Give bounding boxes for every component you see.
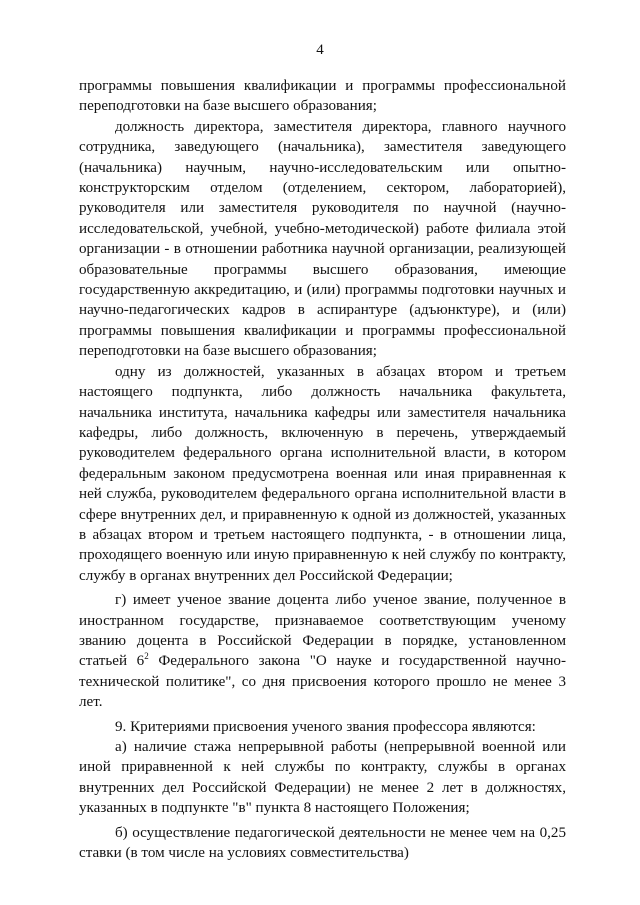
paragraph-director-positions: должность директора, заместителя директора, главного научного сотрудника, заведующего (начальника), заместителя заведующего (начальника) научным, научно-исследовательским или опытно-конструкторским отделом (отделением, сектором, лабораторией), руководителя или заместителя руководителя по научной (научно-исследовательской, учебной, учебно-методической) работе филиала этой организации - в отношении работника научной организации, реализующей образовательные программы высшего образования, имеющие государственную аккредитацию, и (или) программы подготовки научных и научно-педагогических кадров в аспирантуре (адъюнктуре), и (или) программы повышения квалификации и программы профессиональной переподготовки на базе высшего образования; bbox=[79, 118, 566, 360]
paragraph-section-9: 9. Критериями присвоения ученого звания профессора являются: bbox=[115, 718, 536, 735]
document-body bbox=[79, 76, 566, 863]
paragraph-item-a: а) наличие стажа непрерывной работы (непрерывной военной или иной приравненной к ней службы по контракту, службы в органах внутренних дел Российской Федерации) не менее 2 лет в должностях, указанных в подпункте "в" пункта 8 настоящего Положения; bbox=[79, 739, 566, 817]
item-g-text-end: Федерального закона "О науке и государственной научно-технической политике", со дня присвоения которого прошло не менее 3 лет. bbox=[79, 653, 566, 711]
paragraph-continuation: программы повышения квалификации и программы профессиональной переподготовки на базе высшего образования; bbox=[79, 78, 566, 115]
footnote-superscript: 2 bbox=[144, 651, 149, 662]
paragraph-item-g bbox=[79, 590, 566, 712]
paragraph-other-positions: одну из должностей, указанных в абзацах втором и третьем настоящего подпункта, либо должность начальника факультета, начальника института, начальника кафедры или заместителя начальника кафедры, либо должность, включенную в перечень, утверждаемый руководителем федерального органа исполнительной власти, в котором федеральным законом предусмотрена военная или иная приравненная к ней служба, руководителем федерального органа исполнительной власти в сфере внутренних дел, и приравненную к одной из должностей, указанных в абзацах втором и третьем настоящего подпункта, - в отношении лица, проходящего военную или иную приравненную к ней службу по контракту, службу в органах внутренних дел Российской Федерации; bbox=[79, 363, 566, 584]
paragraph-item-b: б) осуществление педагогической деятельности не менее чем на 0,25 ставки (в том числе на условиях совместительства) bbox=[79, 824, 566, 862]
page-number: 4 bbox=[316, 42, 324, 58]
item-g-text: г) имеет ученое звание доцента либо ученое звание, полученное в иностранном государстве, признаваемое соответствующим ученому званию доцента в Российской Федерации в порядке, установленном статьей 6 bbox=[79, 592, 566, 670]
